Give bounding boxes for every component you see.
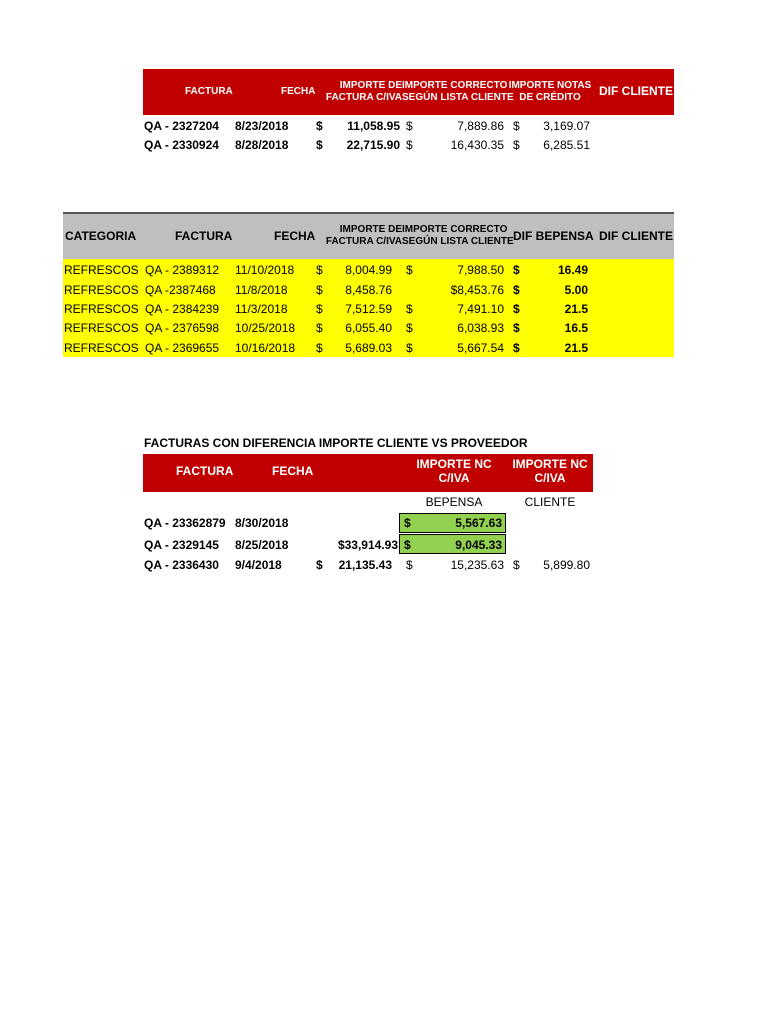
table1-row1-correcto: 7,889.86 <box>457 119 504 133</box>
table3-row3-cur3: $ <box>513 558 520 572</box>
table2-row2-categoria: REFRESCOS <box>64 283 139 297</box>
table3-row3-importe: 21,135.43 <box>338 558 392 572</box>
table3-row1-factura: QA - 23362879 <box>144 516 226 530</box>
table1-row2-cur1: $ <box>316 138 323 152</box>
table3-row1-bepensa: 5,567.63 <box>455 516 502 530</box>
table2-header-factura: FACTURA <box>175 229 233 243</box>
table2-row1-correcto: 7,988.50 <box>457 263 504 277</box>
table2-row3-correcto: 7,491.10 <box>457 302 504 316</box>
table2-row5-importe: 5,689.03 <box>345 341 392 355</box>
table2-row1-factura: QA - 2389312 <box>145 263 220 277</box>
table1-row1-factura: QA - 2327204 <box>144 119 219 133</box>
table2-header-fecha: FECHA <box>274 229 316 243</box>
table3-row2-bepensa: 9,045.33 <box>455 538 502 552</box>
table2-row2-correcto: $8,453.76 <box>450 283 504 297</box>
table1-row2-notas: 6,285.51 <box>543 138 590 152</box>
table3-row3-cur1: $ <box>316 558 323 572</box>
table2-row2-cur1: $ <box>316 283 323 297</box>
table1-row1-notas: 3,169.07 <box>543 119 590 133</box>
table2-row3-cur1: $ <box>316 302 323 316</box>
table2-header-importe-1: IMPORTE DE <box>339 224 402 235</box>
table2-row5-cur1: $ <box>316 341 323 355</box>
table1-row2-fecha: 8/28/2018 <box>235 138 289 152</box>
table1-header-correcto-1: IMPORTE CORRECTO <box>402 80 508 91</box>
table3-row3-bepensa: 15,235.63 <box>450 558 504 572</box>
table1-row2-cur2: $ <box>406 138 413 152</box>
table3-row1-fecha: 8/30/2018 <box>235 516 289 530</box>
table2-row5-dif: 21.5 <box>564 341 588 355</box>
table2-row3-cur2: $ <box>406 302 413 316</box>
table1-row1-importe: 11,058.95 <box>347 119 400 133</box>
table2-row1-cur1: $ <box>316 263 323 277</box>
table2-row5-correcto: 5,667.54 <box>457 341 504 355</box>
table2-row4-cur2: $ <box>406 321 413 335</box>
table1-row2-importe: 22,715.90 <box>346 138 400 152</box>
table2-row1-dif: 16.49 <box>557 263 588 277</box>
table3-row2-factura: QA - 2329145 <box>144 538 219 552</box>
table2-row4-cur1: $ <box>316 321 323 335</box>
table2-row3-factura: QA - 2384239 <box>145 302 220 316</box>
table2-row4-correcto: 6,038.93 <box>457 321 504 335</box>
table2-row4-categoria: REFRESCOS <box>64 321 139 335</box>
table3-row1-cur2: $ <box>404 516 411 530</box>
table1-header-dif-cliente: DIF CLIENTE <box>599 84 673 98</box>
table2-header-dif-cliente: DIF CLIENTE <box>599 229 673 243</box>
table2-row5-cur2: $ <box>406 341 413 355</box>
table2-row2-importe: 8,458.76 <box>345 283 392 297</box>
table2-row4-importe: 6,055.40 <box>345 321 392 335</box>
table2-row2-cur3: $ <box>513 283 520 297</box>
table3-header-fecha: FECHA <box>272 464 314 478</box>
table3-header-nc2-1: IMPORTE NC <box>512 457 588 471</box>
table3-header-nc1-1: IMPORTE NC <box>416 457 492 471</box>
table2-row5-categoria: REFRESCOS <box>64 341 139 355</box>
table1-row1-cur3: $ <box>513 119 520 133</box>
table2-row2-factura: QA -2387468 <box>145 283 216 297</box>
table1-header-notas-1: IMPORTE NOTAS <box>508 80 592 91</box>
table3-row2-importe: $33,914.93 <box>337 538 398 552</box>
table1-row1-fecha: 8/23/2018 <box>235 119 289 133</box>
table2-row4-dif: 16.5 <box>564 321 588 335</box>
table3-title: FACTURAS CON DIFERENCIA IMPORTE CLIENTE VS PROVEEDOR <box>144 436 528 450</box>
table2-row2-fecha: 11/8/2018 <box>235 283 288 297</box>
table3-row3-cur2: $ <box>406 558 413 572</box>
table2-header-correcto-2: SEGÚN LISTA CLIENTE <box>402 236 514 247</box>
table3-row3-factura: QA - 2336430 <box>144 558 219 572</box>
table3-subheader-cliente: CLIENTE <box>524 495 576 509</box>
table2-row3-dif: 21.5 <box>564 302 588 316</box>
table2-row2-dif: 5.00 <box>564 283 588 297</box>
table3-row2-cur2: $ <box>404 538 411 552</box>
table1-row2-correcto: 16,430.35 <box>450 138 504 152</box>
table2-header-dif-bepensa: DIF BEPENSA <box>513 229 594 243</box>
table2-header-categoria: CATEGORIA <box>65 229 137 243</box>
table3-subheader-bepensa: BEPENSA <box>425 495 483 509</box>
table2-row1-fecha: 11/10/2018 <box>235 263 295 277</box>
table2-row3-importe: 7,512.59 <box>345 302 392 316</box>
table1-header-importe-2: FACTURA C/IVA <box>325 92 402 103</box>
table1-row2-factura: QA - 2330924 <box>144 138 219 152</box>
table2-row4-factura: QA - 2376598 <box>145 321 220 335</box>
table2-row1-cur3: $ <box>513 263 520 277</box>
table2-row5-fecha: 10/16/2018 <box>235 341 296 355</box>
table1-header-factura: FACTURA <box>185 86 233 97</box>
table3-row3-fecha: 9/4/2018 <box>235 558 282 572</box>
table1-header-importe-1: IMPORTE DE <box>339 80 402 91</box>
table2-row1-importe: 8,004.99 <box>345 263 392 277</box>
table3-row3-cliente: 5,899.80 <box>543 558 590 572</box>
table1-header-correcto-2: SEGÚN LISTA CLIENTE <box>402 92 514 103</box>
table3-header-factura: FACTURA <box>176 464 234 478</box>
table2-row3-fecha: 11/3/2018 <box>235 302 288 316</box>
table2-header-importe-2: FACTURA C/IVA <box>325 236 402 247</box>
table2-row4-cur3: $ <box>513 321 520 335</box>
table3-row2-fecha: 8/25/2018 <box>235 538 289 552</box>
table2-row4-fecha: 10/25/2018 <box>235 321 296 335</box>
table2-row5-factura: QA - 2369655 <box>145 341 220 355</box>
table1-row1-cur1: $ <box>316 119 323 133</box>
table2-row3-cur3: $ <box>513 302 520 316</box>
table2-header-correcto-1: IMPORTE CORRECTO <box>402 224 508 235</box>
table3-header-nc1-2: C/IVA <box>438 471 470 485</box>
table1-row1-cur2: $ <box>406 119 413 133</box>
table2-row1-cur2: $ <box>406 263 413 277</box>
table3-header-nc2-2: C/IVA <box>534 471 566 485</box>
table2-row1-categoria: REFRESCOS <box>64 263 139 277</box>
table1-header-notas-2: DE CRÉDITO <box>519 92 581 103</box>
table1-header-fecha: FECHA <box>281 86 316 97</box>
table1-row2-cur3: $ <box>513 138 520 152</box>
table2-row3-categoria: REFRESCOS <box>64 302 139 316</box>
table2-row5-cur3: $ <box>513 341 520 355</box>
